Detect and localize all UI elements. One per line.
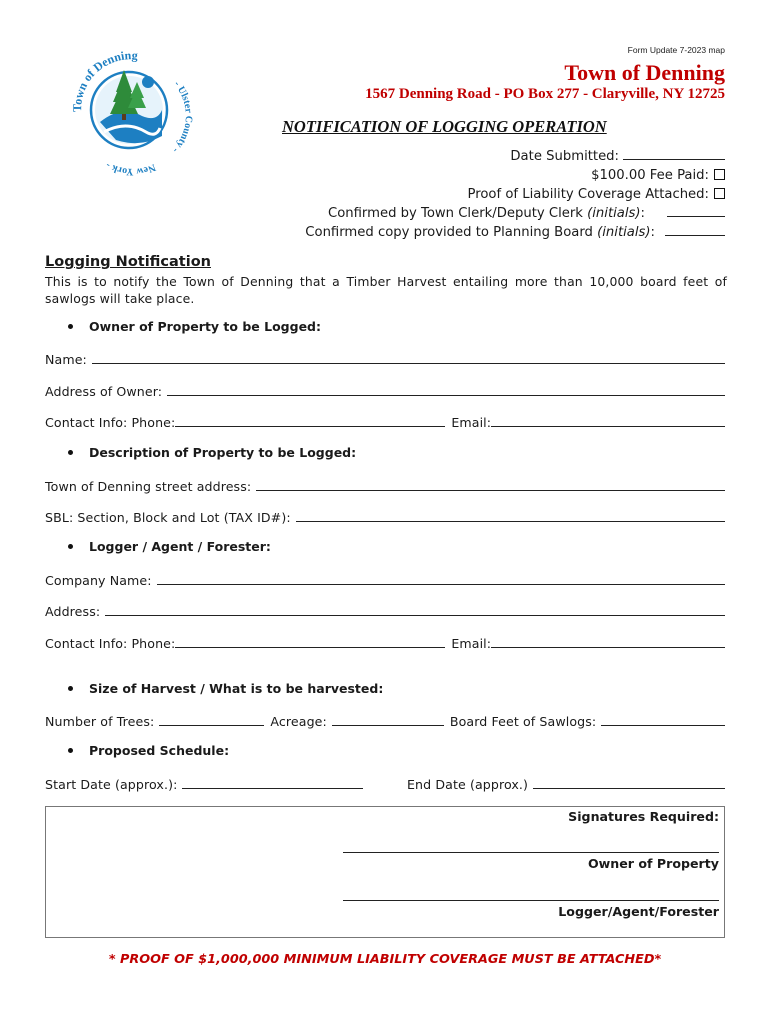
owner-signature-line[interactable] [343,852,719,853]
logger-company-label: Company Name: [45,573,152,588]
planning-confirm-label: Confirmed copy provided to Planning Board [305,225,598,240]
proof-liability-checkbox[interactable] [714,188,725,199]
harvest-field-row [45,711,725,729]
logger-address-label: Address: [45,604,101,619]
logger-signature-line[interactable] [343,900,719,901]
form-update-note: Form Update 7-2023 map [627,45,725,55]
signatures-heading: Signatures Required: [568,809,719,824]
clerk-confirm-label: Confirmed by Town Clerk/Deputy Clerk [327,206,588,221]
schedule-heading [68,743,229,758]
harvest-boardfeet-line[interactable] [601,724,725,726]
logo-arc-text-right: - Ulster County - [170,78,194,156]
svg-text:- Ulster County - [170,79,194,155]
clerk-confirm-row [328,206,725,221]
schedule-heading-label: Proposed Schedule: [89,743,230,758]
owner-heading [68,319,321,334]
owner-address-label: Address of Owner: [45,384,163,399]
date-submitted-row [510,149,725,164]
logger-heading [68,539,271,554]
property-sbl-line[interactable] [296,520,725,522]
owner-email-line[interactable] [491,425,725,427]
date-submitted-label: Date Submitted: [510,149,619,164]
fee-paid-checkbox[interactable] [714,169,725,180]
date-submitted-blank[interactable] [623,158,725,160]
planning-confirm-initials: (initials) [597,225,651,240]
planning-confirm-blank[interactable] [665,234,725,236]
schedule-start-field[interactable] [45,774,363,792]
section-heading: Logging Notification [45,254,211,270]
town-seal-logo [60,40,198,178]
owner-contact-field[interactable] [45,412,725,430]
logo-arc-text-bottom: New York - [103,159,158,177]
logger-company-line[interactable] [157,583,725,585]
owner-address-line[interactable] [167,394,725,396]
harvest-acreage-line[interactable] [332,724,444,726]
schedule-start-label: Start Date (approx.): [45,777,178,792]
logger-company-field[interactable] [45,570,725,588]
form-title: NOTIFICATION OF LOGGING OPERATION [282,117,607,136]
owner-name-label: Name: [45,352,87,367]
logger-phone-label: Contact Info: Phone: [45,636,176,651]
svg-text:New York - [104,160,157,177]
harvest-heading-label: Size of Harvest / What is to be harvested: [89,681,384,696]
property-street-label: Town of Denning street address: [45,479,252,494]
harvest-heading [68,681,383,696]
schedule-end-label: End Date (approx.) [407,777,529,792]
liability-notice: * PROOF OF $1,000,000 MINIMUM LIABILITY COVERAGE MUST BE ATTACHED* [108,952,662,967]
bullet-icon [68,544,73,549]
property-sbl-field[interactable] [45,507,725,525]
bullet-icon [68,450,73,455]
logger-address-line[interactable] [105,614,725,616]
property-street-field[interactable] [45,476,725,494]
harvest-acreage-label: Acreage: [270,714,327,729]
owner-phone-label: Contact Info: Phone: [45,415,176,430]
harvest-trees-label: Number of Trees: [45,714,155,729]
schedule-end-line[interactable] [533,787,725,789]
town-name: Town of Denning [564,60,725,85]
property-street-line[interactable] [256,489,725,491]
fee-paid-label: $100.00 Fee Paid: [591,168,709,183]
town-address: 1567 Denning Road - PO Box 277 - Claryville, NY 12725 [365,86,725,102]
intro-text: This is to notify the Town of Denning that a Timber Harvest entailing more than 10,000 board feet of sawlogs will take place. [45,274,727,306]
clerk-confirm-colon: : [640,206,645,221]
proof-liability-label: Proof of Liability Coverage Attached: [467,187,709,202]
logger-email-label: Email: [451,636,492,651]
planning-confirm-row [305,225,725,240]
bullet-icon [68,324,73,329]
proof-liability-row [468,187,725,202]
bullet-icon [68,748,73,753]
owner-signature-label: Owner of Property [587,856,719,871]
clerk-confirm-blank[interactable] [667,215,725,217]
owner-name-field[interactable] [45,349,725,367]
logger-contact-field[interactable] [45,633,725,651]
logger-address-field[interactable] [45,601,725,619]
schedule-end-field[interactable] [407,774,725,792]
harvest-trees-line[interactable] [159,724,264,726]
owner-heading-label: Owner of Property to be Logged: [89,319,321,334]
logger-heading-label: Logger / Agent / Forester: [89,539,271,554]
owner-name-line[interactable] [92,362,725,364]
bullet-icon [68,686,73,691]
logger-signature-label: Logger/Agent/Forester [558,904,719,919]
logger-phone-line[interactable] [175,646,445,648]
harvest-boardfeet-label: Board Feet of Sawlogs: [449,714,597,729]
owner-address-field[interactable] [45,381,725,399]
logger-email-line[interactable] [491,646,725,648]
property-heading-label: Description of Property to be Logged: [89,445,357,460]
property-sbl-label: SBL: Section, Block and Lot (TAX ID#): [45,510,291,525]
owner-phone-line[interactable] [175,425,445,427]
clerk-confirm-initials: (initials) [587,206,641,221]
property-heading [68,445,356,460]
schedule-start-line[interactable] [182,787,363,789]
fee-paid-row [591,168,725,183]
owner-email-label: Email: [451,415,492,430]
logo-arc-text-top: Town of Denning [70,48,139,113]
planning-confirm-colon: : [650,225,655,240]
